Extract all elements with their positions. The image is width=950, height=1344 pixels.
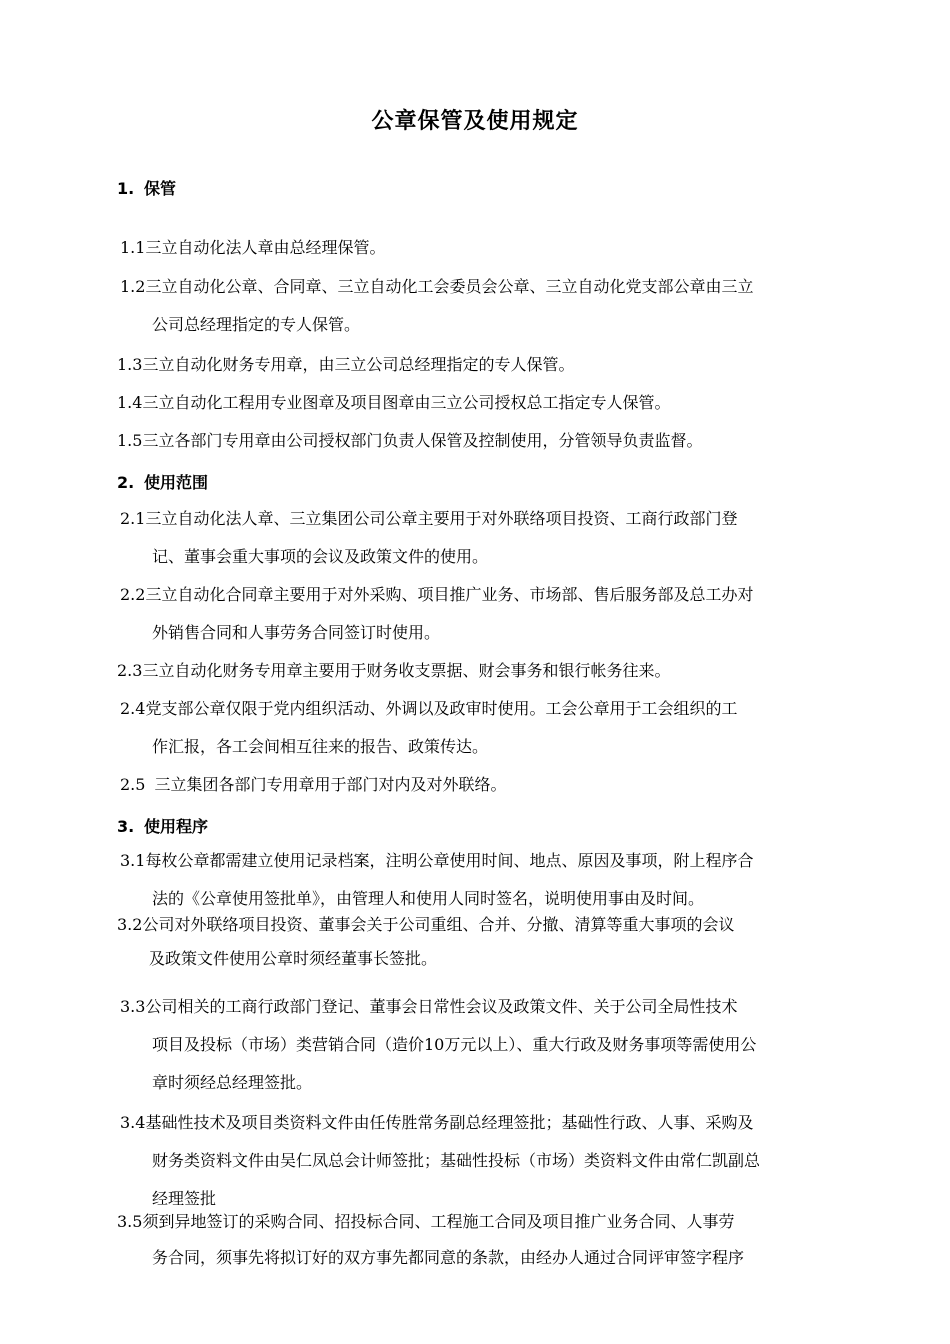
clause-text: 三立自动化财务专用章，由三立公司总经理指定的专人保管。	[142, 355, 575, 374]
clause-1-1	[120, 229, 385, 267]
clause-number: 1.4	[117, 393, 143, 412]
clause-number: 1.3	[117, 355, 143, 374]
clause-number: 3.2	[117, 915, 143, 934]
clause-text-continued: 法的《公章使用签批单》，由管理人和使用人同时签名，说明使用事由及时间。	[152, 889, 705, 908]
clause-number: 3.5	[117, 1212, 143, 1231]
clause-number: 1.5	[117, 431, 143, 450]
section-title: 保管	[144, 179, 177, 198]
clause-text-continued: 公司总经理指定的专人保管。	[152, 315, 361, 334]
clause-number: 2.4	[120, 699, 146, 718]
section-number: 1.	[117, 179, 135, 198]
clause-text: 三立自动化合同章主要用于对外采购、项目推广业务、市场部、售后服务部及总工办对	[145, 585, 754, 604]
clause-text-continued: 项目及投标（市场）类营销合同（造价10万元以上）、重大行政及财务事项等需使用公	[152, 1035, 757, 1054]
clause-number: 2.1	[120, 509, 146, 528]
clause-text: 三立自动化财务专用章主要用于财务收支票据、财会事务和银行帐务往来。	[142, 661, 671, 680]
clause-text: 三立集团各部门专用章用于部门对内及对外联络。	[154, 775, 507, 794]
clause-1-2	[120, 268, 753, 344]
clause-2-2	[120, 576, 753, 652]
clause-text: 基础性技术及项目类资料文件由任传胜常务副总经理签批；基础性行政、人事、采购及	[145, 1113, 754, 1132]
section-number: 2.	[117, 473, 135, 492]
section-title: 使用程序	[144, 817, 209, 836]
clause-3-5	[117, 1204, 744, 1276]
clause-text: 三立自动化公章、合同章、三立自动化工会委员会公章、三立自动化党支部公章由三立	[145, 277, 754, 296]
clause-text: 须到异地签订的采购合同、招投标合同、工程施工合同及项目推广业务合同、人事劳	[142, 1212, 735, 1231]
clause-text: 党支部公章仅限于党内组织活动、外调以及政审时使用。工会公章用于工会组织的工	[145, 699, 738, 718]
clause-text-continued: 务合同，须事先将拟订好的双方事先都同意的条款，由经办人通过合同评审签字程序	[152, 1248, 745, 1267]
clause-2-1	[120, 500, 737, 576]
clause-number: 2.5	[120, 775, 146, 794]
clause-number: 1.1	[120, 238, 146, 257]
clause-text-continued: 及政策文件使用公章时须经董事长签批。	[149, 949, 438, 968]
clause-3-4	[120, 1104, 760, 1218]
clause-text: 三立各部门专用章由公司授权部门负责人保管及控制使用，分管领导负责监督。	[142, 431, 703, 450]
document-title: 公章保管及使用规定	[371, 109, 579, 134]
clause-1-4	[117, 384, 670, 422]
clause-text-continued: 财务类资料文件由吴仁凤总会计师签批；基础性投标（市场）类资料文件由常仁凯副总	[152, 1151, 761, 1170]
clause-3-2	[117, 908, 734, 976]
clause-text: 三立自动化工程用专业图章及项目图章由三立公司授权总工指定专人保管。	[142, 393, 671, 412]
clause-text-continued: 记、董事会重大事项的会议及政策文件的使用。	[152, 547, 489, 566]
clause-text-continued: 章时须经总经理签批。	[152, 1073, 313, 1092]
clause-number: 3.1	[120, 851, 146, 870]
clause-2-4	[120, 690, 737, 766]
clause-3-3	[120, 988, 756, 1102]
clause-2-5	[120, 766, 506, 804]
clause-text: 公司相关的工商行政部门登记、董事会日常性会议及政策文件、关于公司全局性技术	[145, 997, 738, 1016]
clause-text: 每枚公章都需建立使用记录档案，注明公章使用时间、地点、原因及事项，附上程序合	[145, 851, 754, 870]
section-heading-1	[117, 176, 176, 199]
clause-3-1	[120, 842, 753, 918]
clause-2-3	[117, 652, 670, 690]
clause-text: 公司对外联络项目投资、董事会关于公司重组、合并、分撤、清算等重大事项的会议	[142, 915, 735, 934]
section-number: 3.	[117, 817, 135, 836]
section-heading-3	[117, 814, 208, 837]
clause-number: 1.2	[120, 277, 146, 296]
clause-text-continued: 作汇报，各工会间相互往来的报告、政策传达。	[152, 737, 489, 756]
clause-1-5	[117, 422, 702, 460]
clause-text-continued: 外销售合同和人事劳务合同签订时使用。	[152, 623, 441, 642]
clause-text: 三立自动化法人章、三立集团公司公章主要用于对外联络项目投资、工商行政部门登	[145, 509, 738, 528]
clause-number: 2.3	[117, 661, 143, 680]
section-title: 使用范围	[144, 473, 209, 492]
clause-number: 3.3	[120, 997, 146, 1016]
clause-text: 三立自动化法人章由总经理保管。	[145, 238, 386, 257]
clause-number: 2.2	[120, 585, 146, 604]
clause-1-3	[117, 346, 574, 384]
section-heading-2	[117, 470, 208, 493]
clause-number: 3.4	[120, 1113, 146, 1132]
clause-text-continued: 经理签批	[152, 1189, 217, 1208]
